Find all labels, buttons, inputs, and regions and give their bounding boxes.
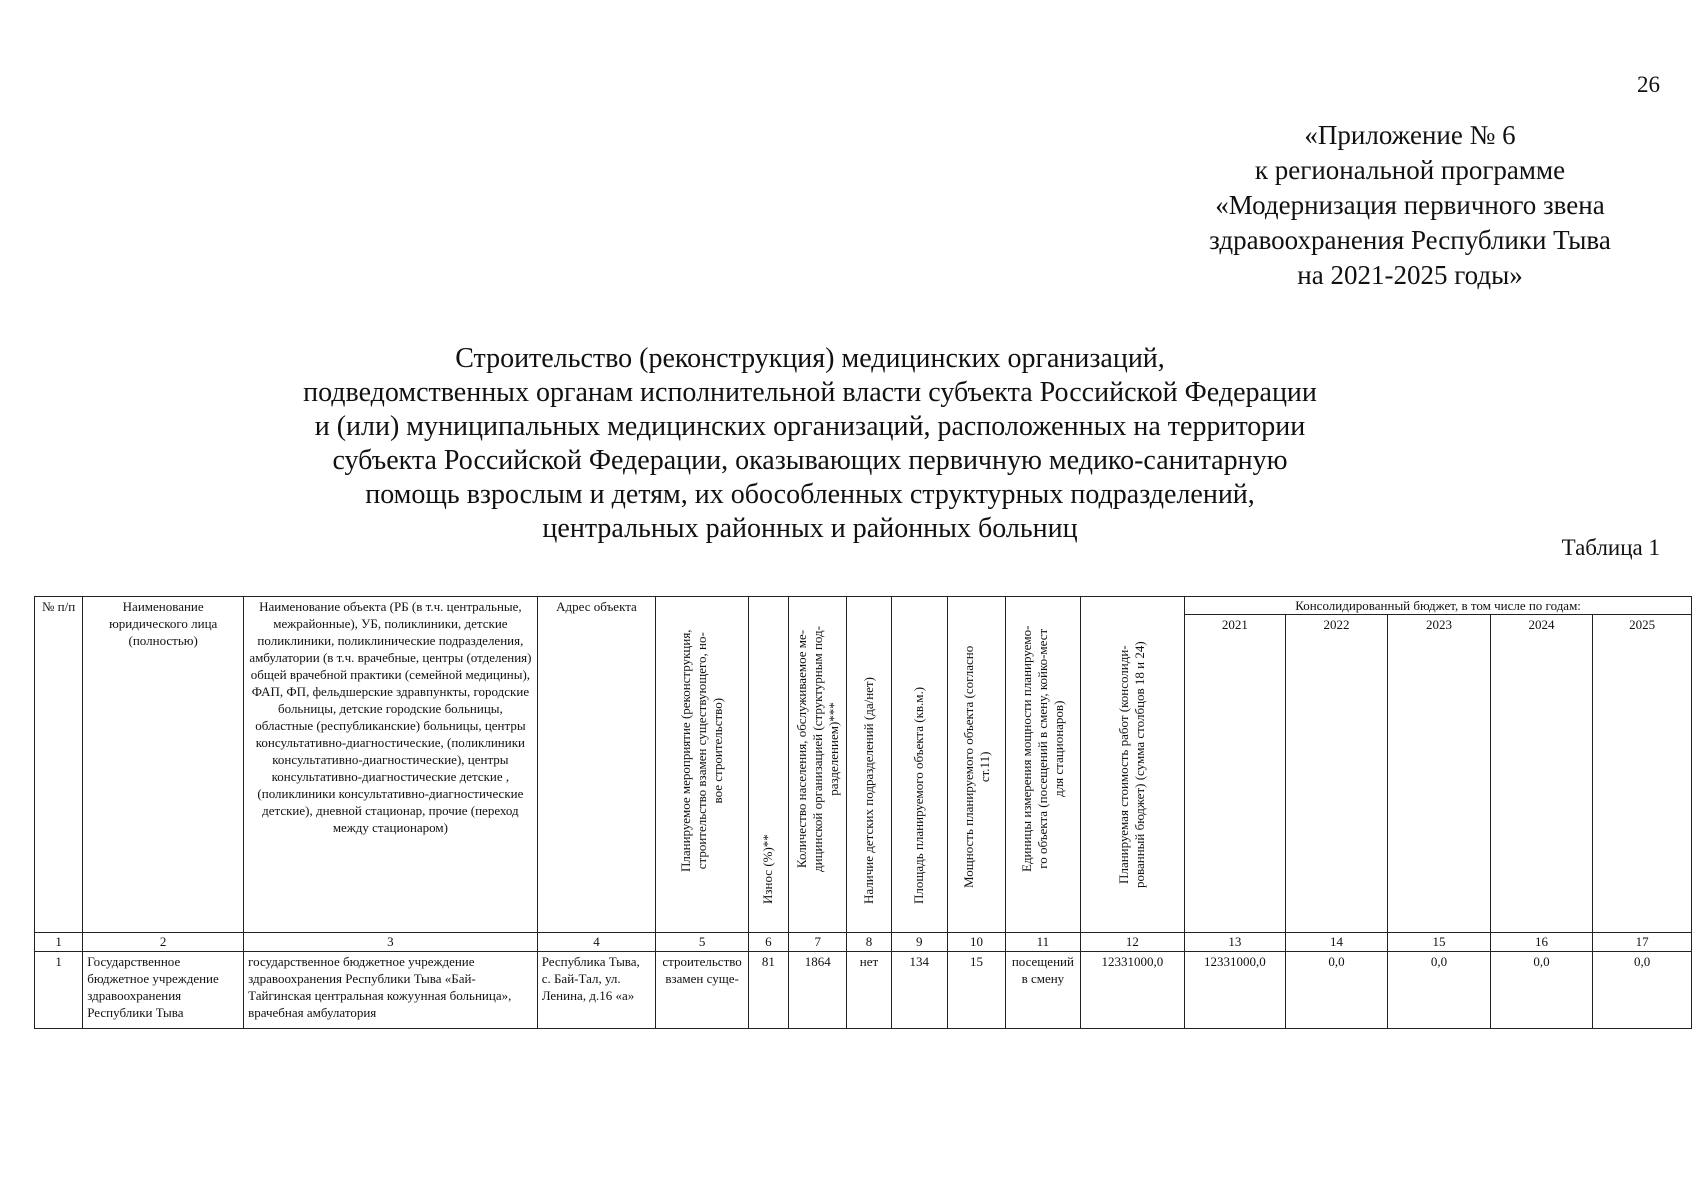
header-cost-line: Планируемая стоимость работ (консолиди- xyxy=(1116,645,1132,884)
title-line: помощь взрослым и детям, их обособленных структурных подразделений, xyxy=(365,479,1255,510)
header-budget: Консолидированный бюджет, в том числе по годам: xyxy=(1185,597,1692,615)
column-number: 8 xyxy=(847,933,891,952)
cell-address: Республика Тыва, с. Бай-Тал, ул. Ленина, д.16 «а» xyxy=(537,952,656,1029)
column-number: 6 xyxy=(748,933,788,952)
cell-children-units: нет xyxy=(847,952,891,1029)
header-children xyxy=(847,597,891,933)
header-capacity-line: ст.11) xyxy=(976,751,992,783)
appendix-line: на 2021-2025 годы» xyxy=(1297,260,1523,290)
cell-units: посещений в смену xyxy=(1006,952,1080,1029)
header-event-line: строительство взамен существующего, но- xyxy=(694,632,710,870)
column-number: 4 xyxy=(537,933,656,952)
header-cost xyxy=(1080,597,1185,933)
header-event-line: Планируемое мероприятие (реконструкция, xyxy=(678,629,694,872)
document-title xyxy=(240,342,1380,546)
header-num: № п/п xyxy=(35,597,83,933)
header-year: 2025 xyxy=(1593,615,1692,933)
column-number: 1 xyxy=(35,933,83,952)
header-year: 2022 xyxy=(1285,615,1388,933)
header-object: Наименование объекта (РБ (в т.ч. центральные, межрайонные), УБ, поликлиники, детские поликлиники, поликлинические подразделения, амбулатории (в т.ч. врачебные, центры (отделения) общей врачебной практики (семейной медицины), ФАП, ФП, фельдшерские здравпункты, городские больницы, детские городские больницы, областные (республиканские) больницы, центры консультативно-диагностические, (поликлиники консультативно-диагностические), центры консультативно-диагностические детские , (поликлиники консультативно-диагностические детские), дневной стационар, прочие (переход между стационаром) xyxy=(244,597,538,933)
column-number: 10 xyxy=(947,933,1005,952)
column-number: 3 xyxy=(244,933,538,952)
column-number: 14 xyxy=(1285,933,1388,952)
header-population-line: дицинской организацией (структурным под- xyxy=(809,625,825,872)
cell-2021: 12331000,0 xyxy=(1185,952,1286,1029)
appendix-line: «Приложение № 6 xyxy=(1304,120,1516,150)
header-cost-line: рованный бюджет) (сумма столбцов 18 и 24) xyxy=(1132,641,1148,888)
cell-2023: 0,0 xyxy=(1388,952,1491,1029)
header-capacity-line: Мощность планируемого объекта (согласно xyxy=(960,645,976,888)
page-number: 26 xyxy=(1637,72,1660,97)
appendix-line: «Модернизация первичного звена xyxy=(1215,190,1605,220)
appendix-header xyxy=(1130,118,1690,293)
header-year: 2024 xyxy=(1490,615,1593,933)
header-year: 2021 xyxy=(1185,615,1286,933)
column-number: 16 xyxy=(1490,933,1593,952)
cell-object: государственное бюджетное учреждение здравоохранения Республики Тыва «Бай-Тайгинская центральная кожуунная больница», врачебная амбулатория xyxy=(244,952,538,1029)
header-units-line: Единицы измерения мощности планируемо- xyxy=(1018,625,1034,872)
column-number: 17 xyxy=(1593,933,1692,952)
appendix-line: к региональной программе xyxy=(1254,155,1566,185)
column-number-row xyxy=(35,933,1692,952)
header-address: Адрес объекта xyxy=(537,597,656,933)
table-row xyxy=(35,952,1692,1029)
cell-num: 1 xyxy=(35,952,83,1029)
header-units-line: для стационаров) xyxy=(1050,700,1066,797)
column-number: 12 xyxy=(1080,933,1185,952)
header-capacity xyxy=(947,597,1005,933)
header-population xyxy=(789,597,847,933)
cell-legal-entity: Государственное бюджетное учреждение здравоохранения Республики Тыва xyxy=(83,952,244,1029)
header-units xyxy=(1006,597,1080,933)
header-wear-text: Износ (%)** xyxy=(760,834,776,904)
title-line: подведомственных органам исполнительной власти субъекта Российской Федерации xyxy=(303,377,1317,408)
title-line: и (или) муниципальных медицинских организаций, расположенных на территории xyxy=(314,411,1306,442)
column-number: 5 xyxy=(656,933,749,952)
cell-wear: 81 xyxy=(748,952,788,1029)
construction-table xyxy=(34,596,1692,1029)
header-units-line: го объекта (посещений в смену, койко-мест xyxy=(1034,628,1050,869)
header-population-line: Количество населения, обслуживаемое ме- xyxy=(793,629,809,869)
header-population-line: разделением)*** xyxy=(825,702,841,796)
header-wear xyxy=(748,597,788,933)
cell-event: строительство взамен суще- xyxy=(656,952,749,1029)
header-legal-entity: Наименование юридического лица (полностью) xyxy=(83,597,244,933)
title-line: субъекта Российской Федерации, оказывающих первичную медико-санитарную xyxy=(332,445,1288,476)
column-number: 15 xyxy=(1388,933,1491,952)
cell-2025: 0,0 xyxy=(1593,952,1692,1029)
appendix-line: здравоохранения Республики Тыва xyxy=(1209,225,1611,255)
column-number: 2 xyxy=(83,933,244,952)
column-number: 9 xyxy=(891,933,947,952)
header-year: 2023 xyxy=(1388,615,1491,933)
header-area-text: Площадь планируемого объекта (кв.м.) xyxy=(911,686,927,904)
cell-2024: 0,0 xyxy=(1490,952,1593,1029)
cell-area: 134 xyxy=(891,952,947,1029)
header-area xyxy=(891,597,947,933)
title-line: центральных районных и районных больниц xyxy=(542,513,1078,544)
header-event-line: вое строительство) xyxy=(710,697,726,804)
table-label: Таблица 1 xyxy=(1561,535,1660,560)
cell-2022: 0,0 xyxy=(1285,952,1388,1029)
column-number: 11 xyxy=(1006,933,1080,952)
column-number: 13 xyxy=(1185,933,1286,952)
column-number: 7 xyxy=(789,933,847,952)
header-children-text: Наличие детских подразделений (да/нет) xyxy=(860,677,876,904)
cell-cost: 12331000,0 xyxy=(1080,952,1185,1029)
cell-capacity: 15 xyxy=(947,952,1005,1029)
title-line: Строительство (реконструкция) медицинских организаций, xyxy=(455,343,1165,374)
cell-population: 1864 xyxy=(789,952,847,1029)
header-event xyxy=(656,597,749,933)
